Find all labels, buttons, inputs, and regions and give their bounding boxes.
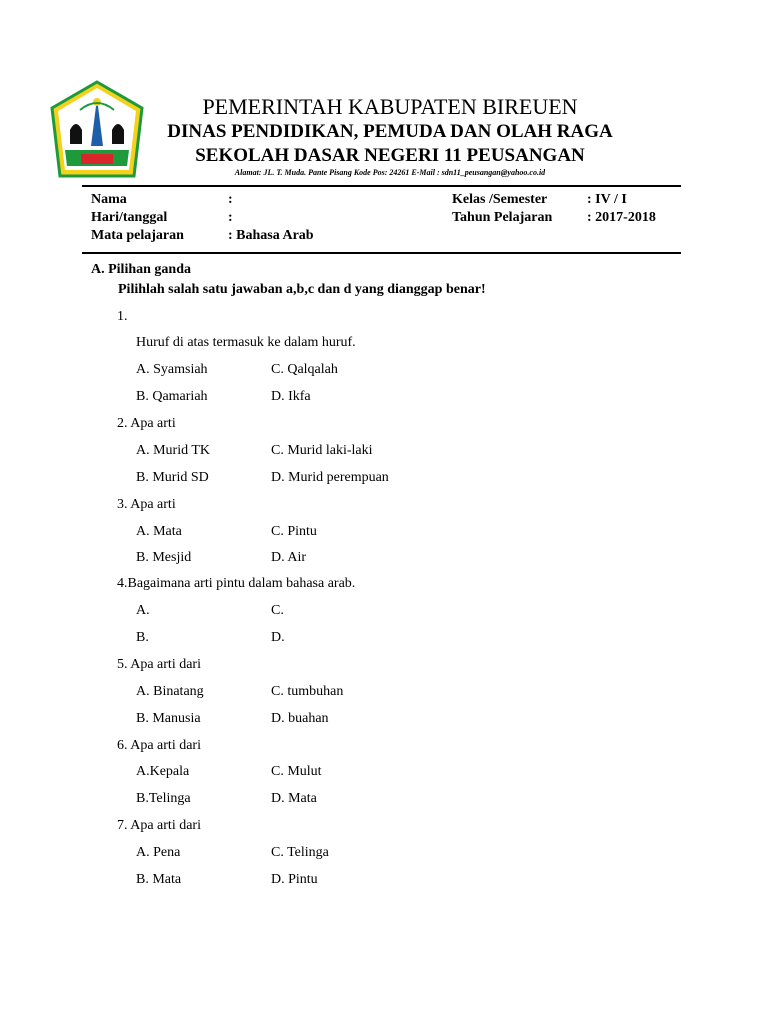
question-2-option-c[interactable]: C. Murid laki-laki (271, 443, 373, 458)
header-school: SEKOLAH DASAR NEGERI 11 PEUSANGAN (195, 145, 585, 166)
nama-field[interactable]: : (228, 192, 233, 207)
tahun-value: : 2017-2018 (587, 210, 656, 225)
question-4-option-c[interactable]: C. (271, 603, 284, 618)
mapel-label: Mata pelajaran (91, 228, 184, 243)
question-6-option-a[interactable]: A.Kepala (136, 764, 190, 779)
nama-label: Nama (91, 192, 127, 207)
header-government: PEMERINTAH KABUPATEN BIREUEN (202, 94, 578, 119)
kelas-label: Kelas /Semester (452, 192, 548, 207)
question-3: 3. Apa arti (117, 497, 176, 512)
question-1-option-d[interactable]: D. Ikfa (271, 389, 311, 404)
kelas-value: : IV / I (587, 192, 627, 207)
question-2: 2. Apa arti (117, 416, 176, 431)
hari-label: Hari/tanggal (91, 210, 168, 225)
question-3-option-b[interactable]: B. Mesjid (136, 550, 192, 565)
question-4: 4.Bagaimana arti pintu dalam bahasa arab. (117, 576, 356, 591)
question-2-option-d[interactable]: D. Murid perempuan (271, 470, 389, 485)
question-3-option-a[interactable]: A. Mata (136, 524, 182, 539)
question-6-option-d[interactable]: D. Mata (271, 791, 317, 806)
question-1-option-c[interactable]: C. Qalqalah (271, 362, 338, 377)
section-instruction: Pilihlah salah satu jawaban a,b,c dan d yang dianggap benar! (118, 282, 486, 297)
question-7-option-b[interactable]: B. Mata (136, 872, 182, 887)
question-5: 5. Apa arti dari (117, 657, 201, 672)
question-6-option-b[interactable]: B.Telinga (136, 791, 191, 806)
question-4-option-b[interactable]: B. (136, 630, 149, 645)
question-6: 6. Apa arti dari (117, 738, 201, 753)
question-7-option-d[interactable]: D. Pintu (271, 872, 318, 887)
question-3-option-d[interactable]: D. Air (271, 550, 306, 565)
question-1-subtext: Huruf di atas termasuk ke dalam huruf. (136, 335, 356, 350)
question-5-option-b[interactable]: B. Manusia (136, 711, 201, 726)
header-department: DINAS PENDIDIKAN, PEMUDA DAN OLAH RAGA (167, 121, 613, 142)
header-address: Alamat: JL. T. Muda. Pante Pisang Kode Pos: 24261 E-Mail : sdn11_peusangan@yahoo.co.id (234, 168, 546, 177)
question-1-option-b[interactable]: B. Qamariah (136, 389, 208, 404)
section-title: A. Pilihan ganda (91, 262, 191, 277)
question-5-option-a[interactable]: A. Binatang (136, 684, 204, 699)
question-1-option-a[interactable]: A. Syamsiah (136, 362, 208, 377)
question-4-option-d[interactable]: D. (271, 630, 285, 645)
tahun-label: Tahun Pelajaran (452, 210, 553, 225)
question-4-option-a[interactable]: A. (136, 603, 150, 618)
question-1: 1. (117, 309, 128, 324)
header-rule-bottom (82, 252, 681, 254)
question-5-option-c[interactable]: C. tumbuhan (271, 684, 344, 699)
question-7-option-c[interactable]: C. Telinga (271, 845, 329, 860)
question-7-option-a[interactable]: A. Pena (136, 845, 181, 860)
header-rule-top (82, 185, 681, 187)
question-3-option-c[interactable]: C. Pintu (271, 524, 317, 539)
question-6-option-c[interactable]: C. Mulut (271, 764, 322, 779)
question-2-option-a[interactable]: A. Murid TK (136, 443, 211, 458)
bireuen-logo (50, 80, 144, 180)
question-2-option-b[interactable]: B. Murid SD (136, 470, 209, 485)
mapel-value: : Bahasa Arab (228, 228, 314, 243)
question-5-option-d[interactable]: D. buahan (271, 711, 329, 726)
hari-field[interactable]: : (228, 210, 233, 225)
question-7: 7. Apa arti dari (117, 818, 201, 833)
